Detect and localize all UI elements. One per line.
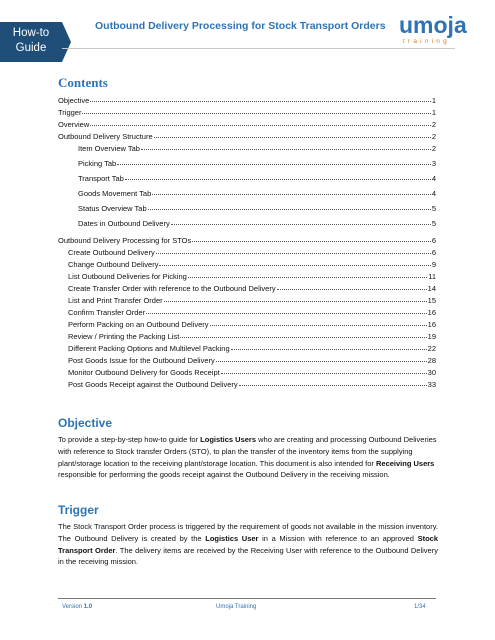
how-to-guide-badge [0,22,62,62]
footer-version: Version 1.0 [62,604,93,610]
objective-paragraph: To provide a step-by-step how-to guide for Logistics Users who are creating and processing Outbound Deliveries with reference to Stock transfer Orders (STO), to plan the transfer of the inventory items from the supplying plant/storage location to the receiving plant/storage location. This document is also intended for Receiving Users responsible for performing the goods receipt against the Outbound Delivery in the receiving mission. [58,435,437,480]
objective-heading: Objective [58,416,113,430]
toc-entry[interactable]: Trigger 1 [58,108,436,117]
toc-entry[interactable]: Objective 1 [58,96,436,105]
toc-entry[interactable]: Confirm Transfer Order 16 [68,308,436,317]
toc-entry[interactable]: Outbound Delivery Processing for STOs 6 [58,236,436,245]
umoja-logo [399,12,479,46]
toc-entry[interactable]: Picking Tab 3 [78,159,436,168]
toc-entry[interactable]: Monitor Outbound Delivery for Goods Receipt 30 [68,368,436,377]
trigger-paragraph: The Stock Transport Order process is triggered by the requirement of goods not available in the mission inventory. The Outbound Delivery is created by the Logistics User in a Mission with reference to an approved Stock Transport Order. The delivery items are received by the Receiving User with reference to the Outbound Delivery in the receiving mission. [58,522,439,567]
toc-entry[interactable]: Change Outbound Delivery 9 [68,260,436,269]
toc-entry[interactable]: Post Goods Issue for the Outbound Delivery 28 [68,356,436,365]
logo-wordmark: umoja [399,12,467,38]
toc-entry[interactable]: Outbound Delivery Structure 2 [58,132,436,141]
document-header-title: Outbound Delivery Processing for Stock Transport Orders [95,20,386,32]
toc-entry[interactable]: Goods Movement Tab 4 [78,189,436,198]
toc-entry[interactable]: List Outbound Deliveries for Picking 11 [68,272,436,281]
toc-entry[interactable]: Perform Packing on an Outbound Delivery 16 [68,320,436,329]
footer-center-text: Umoja Training [216,604,257,610]
badge-line2: Guide [15,42,47,54]
toc-entry[interactable]: Transport Tab 4 [78,174,436,183]
toc-entry[interactable]: Create Outbound Delivery 6 [68,248,436,257]
contents-title: Contents [58,75,108,90]
footer-page-number: 1/34 [414,604,426,610]
toc-entry[interactable]: Dates in Outbound Delivery 5 [78,219,436,228]
trigger-heading: Trigger [58,503,99,517]
toc-entry[interactable]: Different Packing Options and Multilevel Packing 22 [68,344,436,353]
footer-divider [58,598,436,599]
header-divider [62,48,455,49]
logo-subtitle: training [403,38,450,45]
toc-entry[interactable]: Status Overview Tab 5 [78,204,436,213]
toc-entry[interactable]: Post Goods Receipt against the Outbound Delivery 33 [68,380,436,389]
toc-entry[interactable]: Review / Printing the Packing List 19 [68,332,436,341]
toc-entry[interactable]: List and Print Transfer Order 15 [68,296,436,305]
badge-arrow [62,22,71,62]
toc-entry[interactable]: Create Transfer Order with reference to the Outbound Delivery 14 [68,284,436,293]
toc-entry[interactable]: Overview 2 [58,120,436,129]
badge-line1: How-to [12,27,50,39]
toc-entry[interactable]: Item Overview Tab 2 [78,144,436,153]
